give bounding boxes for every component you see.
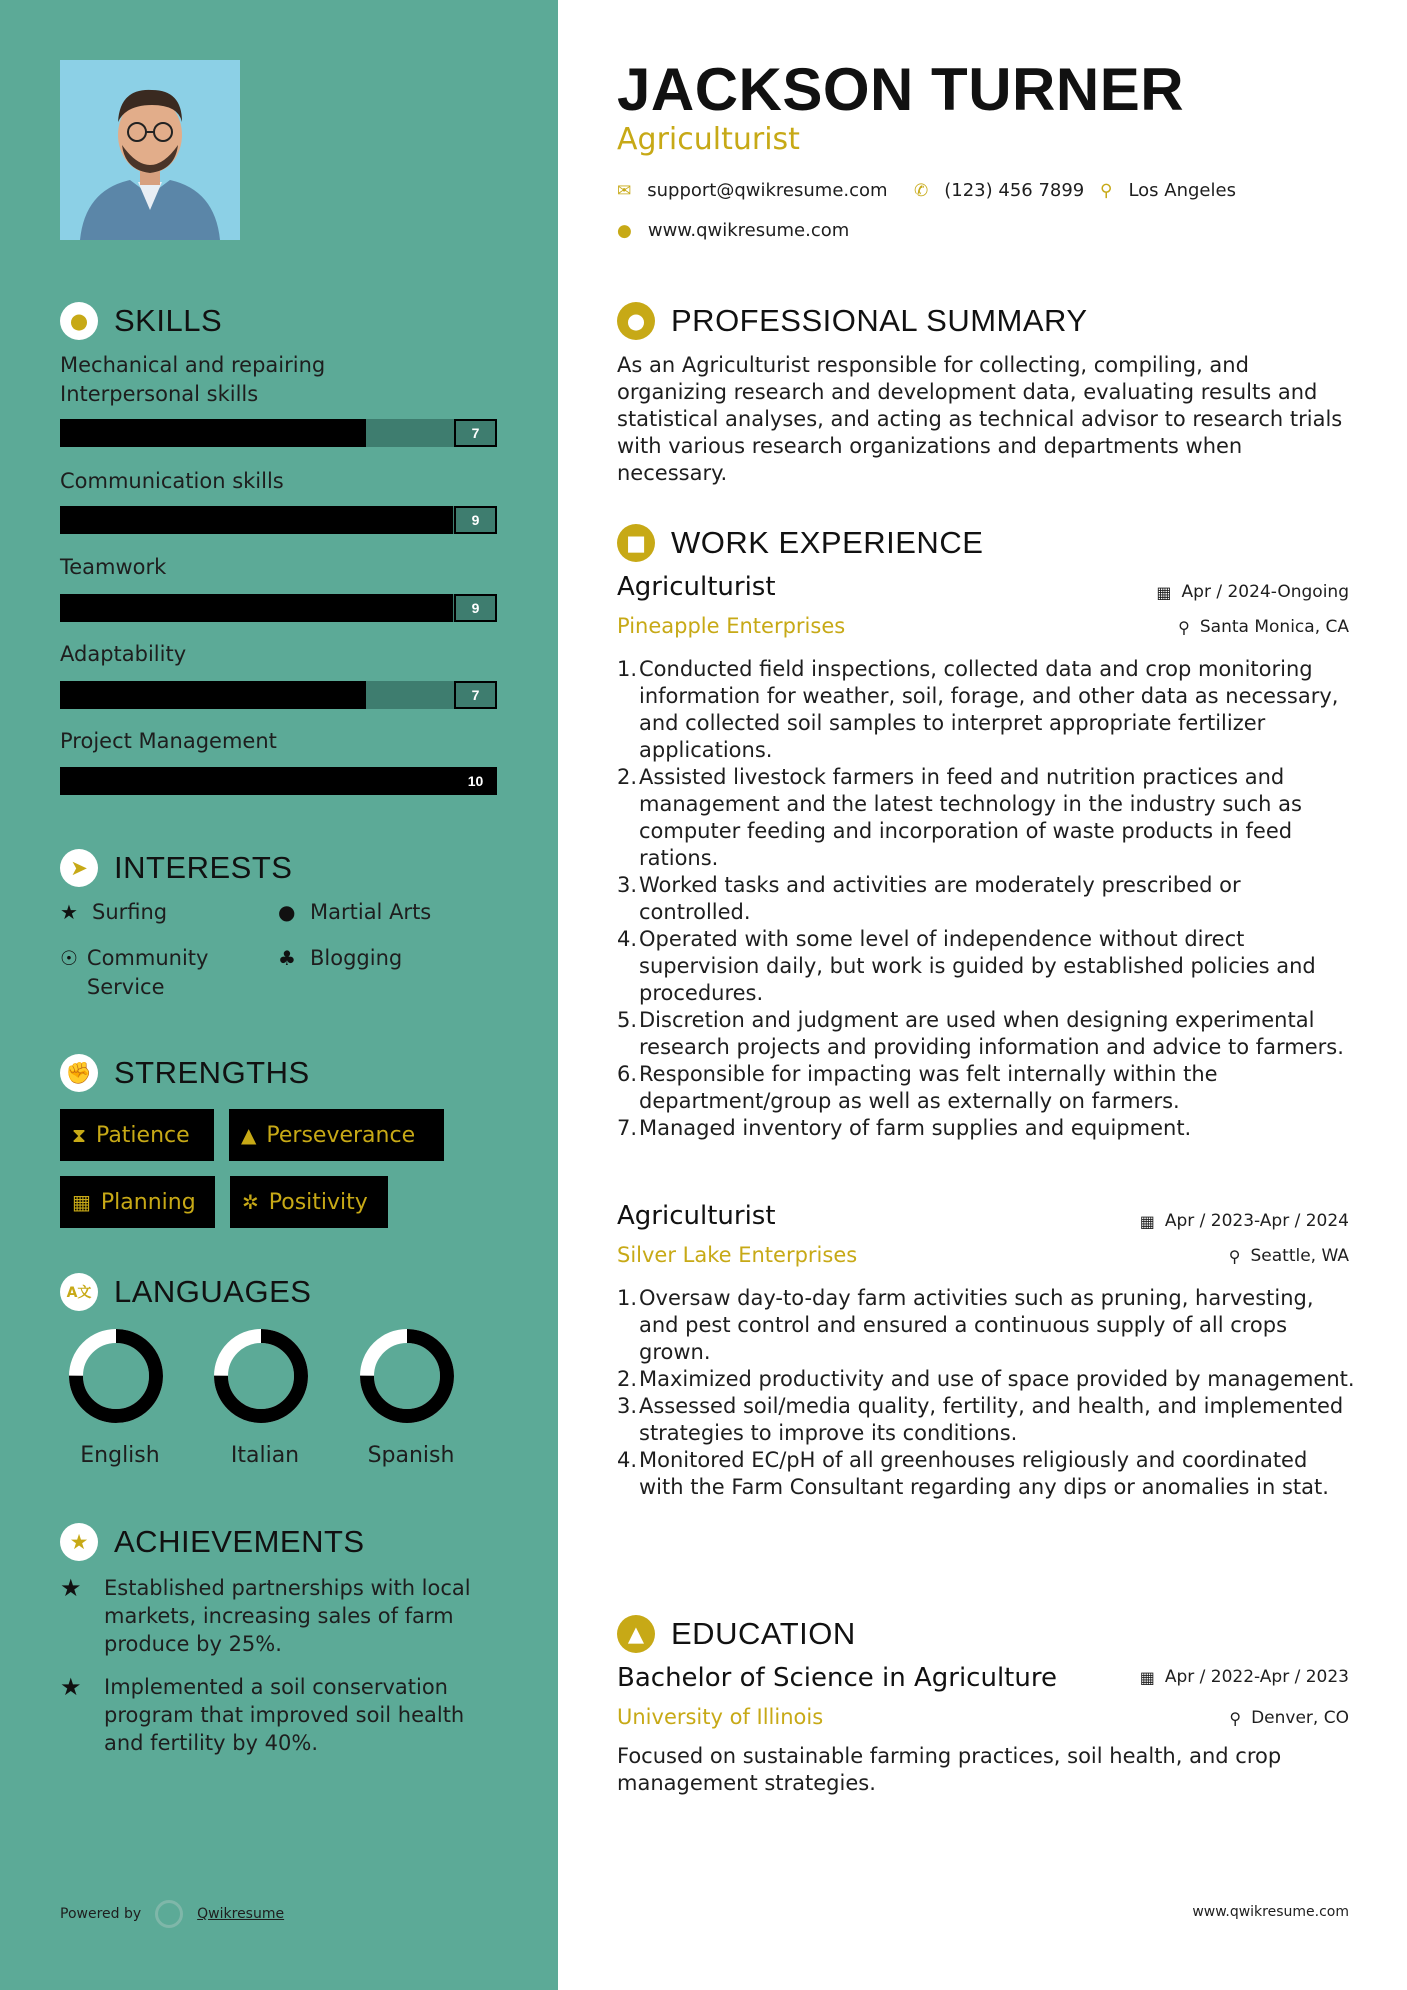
contact-phone[interactable]: ✆ (123) 456 7899 <box>914 180 1085 201</box>
contact-location: ⚲ Los Angeles <box>1100 180 1236 201</box>
interest-item: ● Martial Arts <box>278 898 431 927</box>
shooting-star-icon: ★ <box>60 1673 82 1701</box>
skill-bar-fill <box>60 594 453 622</box>
strength-badge: ▦ Planning <box>60 1176 215 1228</box>
interest-item: ☉ Community Service <box>60 946 209 999</box>
list-item: 1. Oversaw day-to-day farm activities such as pruning, harvesting, and pest control and ensured a continuous supply of all crops grown. <box>617 1286 1314 1364</box>
skill-bar <box>60 594 497 622</box>
skill-name: Mechanical and repairing <box>60 353 326 377</box>
map-pin-icon: ⚲ <box>1100 180 1113 201</box>
skill-name: Teamwork <box>60 555 167 579</box>
skill-value: 7 <box>454 681 497 709</box>
skill-value: 10 <box>454 767 497 795</box>
calendar-icon: ▦ <box>1156 582 1172 602</box>
job-position: Agriculturist <box>617 572 776 602</box>
hourglass-icon: ⧗ <box>72 1123 87 1147</box>
calendar-icon: ▦ <box>1139 1667 1155 1687</box>
strengths-heading: ✊ STRENGTHS <box>60 1054 310 1092</box>
interests-heading: ➤ INTERESTS <box>60 849 292 887</box>
summary-heading: ● PROFESSIONAL SUMMARY <box>617 302 1088 340</box>
globe-icon: ● <box>278 900 296 924</box>
school-name: University of Illinois <box>617 1705 824 1729</box>
gear-icon: ✲ <box>242 1190 259 1214</box>
globe-icon: ● <box>617 220 632 241</box>
skill-bar <box>60 767 497 795</box>
job-company: Silver Lake Enterprises <box>617 1243 858 1267</box>
pin-icon: ⚲ <box>1178 617 1190 637</box>
trophy-star-icon: ★ <box>60 1523 98 1561</box>
skill-name: Communication skills <box>60 469 284 493</box>
graduation-cap-icon: ▲ <box>617 1615 655 1653</box>
qwikresume-link[interactable]: Qwikresume <box>197 1906 285 1922</box>
fist-icon: ✊ <box>60 1054 98 1092</box>
list-item: 3. Worked tasks and activities are moderately prescribed or controlled. <box>617 873 1241 924</box>
job-duties <box>617 656 1357 1142</box>
phone-icon: ✆ <box>914 180 929 201</box>
language-name: English <box>80 1443 160 1468</box>
list-item: 6. Responsible for impacting was felt internally within the department/group as well as externally on farmers. <box>617 1062 1218 1113</box>
skill-bar <box>60 681 497 709</box>
candidate-name: JACKSON TURNER <box>617 56 1185 123</box>
profile-photo <box>60 60 240 240</box>
star-icon: ★ <box>60 900 78 924</box>
hand-icon: ☉ <box>60 946 78 970</box>
list-item: 1. Conducted field inspections, collected data and crop monitoring information for weather, soil, forage, and other data as necessary, and collected soil samples to interpret appropriate fertilizer applications. <box>617 657 1339 762</box>
degree-title: Bachelor of Science in Agriculture <box>617 1663 1057 1693</box>
contact-website[interactable]: ● www.qwikresume.com <box>617 220 850 241</box>
skill-bar <box>60 506 497 534</box>
language-ring <box>211 1326 311 1426</box>
skill-bar-fill <box>60 681 366 709</box>
skill-name: Interpersonal skills <box>60 382 259 406</box>
skill-value: 9 <box>454 594 497 622</box>
translate-icon: A文 <box>60 1273 98 1311</box>
skill-name: Project Management <box>60 729 277 753</box>
job-location: ⚲ Seattle, WA <box>1228 1246 1349 1266</box>
skill-value: 7 <box>454 419 497 447</box>
lightbulb-icon: ● <box>60 302 98 340</box>
skill-bar-fill <box>60 419 366 447</box>
language-ring <box>357 1326 457 1426</box>
job-dates: ▦ Apr / 2024-Ongoing <box>1156 582 1349 602</box>
user-icon: ● <box>617 302 655 340</box>
paper-plane-icon: ➤ <box>60 849 98 887</box>
education-dates: ▦ Apr / 2022-Apr / 2023 <box>1139 1667 1349 1687</box>
list-item: 7. Managed inventory of farm supplies and equipment. <box>617 1116 1192 1140</box>
users-icon: ♣ <box>278 946 296 970</box>
list-item: 3. Assessed soil/media quality, fertility, and health, and implemented strategies to improve its conditions. <box>617 1394 1344 1445</box>
skill-bar-fill <box>60 506 453 534</box>
language-ring <box>66 1326 166 1426</box>
experience-heading: ■ WORK EXPERIENCE <box>617 524 983 562</box>
skill-value: 9 <box>454 506 497 534</box>
languages-heading: A文 LANGUAGES <box>60 1273 311 1311</box>
skill-bar-fill <box>60 767 497 795</box>
list-item: 2. Maximized productivity and use of space provided by management. <box>617 1367 1355 1391</box>
list-item: 4. Operated with some level of independence without direct supervision daily, but work is guided by established policies and procedures. <box>617 927 1316 1005</box>
qwikresume-logo-icon <box>155 1900 183 1928</box>
interest-item: ★ Surfing <box>60 898 167 927</box>
education-heading: ▲ EDUCATION <box>617 1615 856 1653</box>
job-location: ⚲ Santa Monica, CA <box>1178 617 1349 637</box>
language-name: Italian <box>230 1443 300 1468</box>
achievements-heading: ★ ACHIEVEMENTS <box>60 1523 365 1561</box>
list-item: 2. Assisted livestock farmers in feed and nutrition practices and management and the latest technology in the industry such as computer feeding and incorporation of waste products in feed rations. <box>617 765 1302 870</box>
skills-heading: ● SKILLS <box>60 302 222 340</box>
sidebar <box>0 0 558 1990</box>
powered-by: Powered by Qwikresume <box>60 1900 284 1928</box>
achievement-item: ★ Established partnerships with local markets, increasing sales of farm produce by 25%. <box>60 1574 471 1656</box>
interest-item: ♣ Blogging <box>278 944 402 973</box>
education-text: Focused on sustainable farming practices, soil health, and crop management strategies. <box>617 1744 1282 1795</box>
achievement-item: ★ Implemented a soil conservation program that improved soil health and fertility by 40%. <box>60 1673 465 1755</box>
briefcase-icon: ■ <box>617 524 655 562</box>
job-company: Pineapple Enterprises <box>617 614 846 638</box>
job-duties <box>617 1285 1357 1501</box>
list-item: 4. Monitored EC/pH of all greenhouses religiously and coordinated with the Farm Consultant regarding any dips or anomalies in stat. <box>617 1448 1329 1499</box>
strength-badge: ✲ Positivity <box>230 1176 388 1228</box>
pin-icon: ⚲ <box>1229 1708 1242 1728</box>
list-item: 5. Discretion and judgment are used when designing experimental research projects and providing information and advice to farmers. <box>617 1008 1344 1059</box>
envelope-icon: ✉ <box>617 180 632 201</box>
language-name: Spanish <box>367 1443 455 1468</box>
job-dates: ▦ Apr / 2023-Apr / 2024 <box>1139 1211 1349 1231</box>
skill-bar <box>60 419 497 447</box>
summary-text: As an Agriculturist responsible for collecting, compiling, and organizing research and development data, evaluating results and statistical analyses, and acting as technical advisor to research trials with various research organizations and departments when necessary. <box>617 353 1343 485</box>
job-position: Agriculturist <box>617 1201 776 1231</box>
education-location: ⚲ Denver, CO <box>1229 1708 1349 1728</box>
shooting-star-icon: ★ <box>60 1574 82 1602</box>
calendar-icon: ▦ <box>72 1190 91 1214</box>
footer-website[interactable]: www.qwikresume.com <box>1192 1904 1349 1920</box>
pin-icon: ⚲ <box>1228 1246 1241 1266</box>
road-icon: ▲ <box>241 1123 257 1147</box>
strength-badge: ▲ Perseverance <box>229 1109 444 1161</box>
strength-badge: ⧗ Patience <box>60 1109 214 1161</box>
skill-name: Adaptability <box>60 642 187 666</box>
contact-email[interactable]: ✉ support@qwikresume.com <box>617 180 888 201</box>
person-avatar-icon <box>60 60 240 240</box>
job-title: Agriculturist <box>617 122 800 157</box>
calendar-icon: ▦ <box>1139 1211 1155 1231</box>
